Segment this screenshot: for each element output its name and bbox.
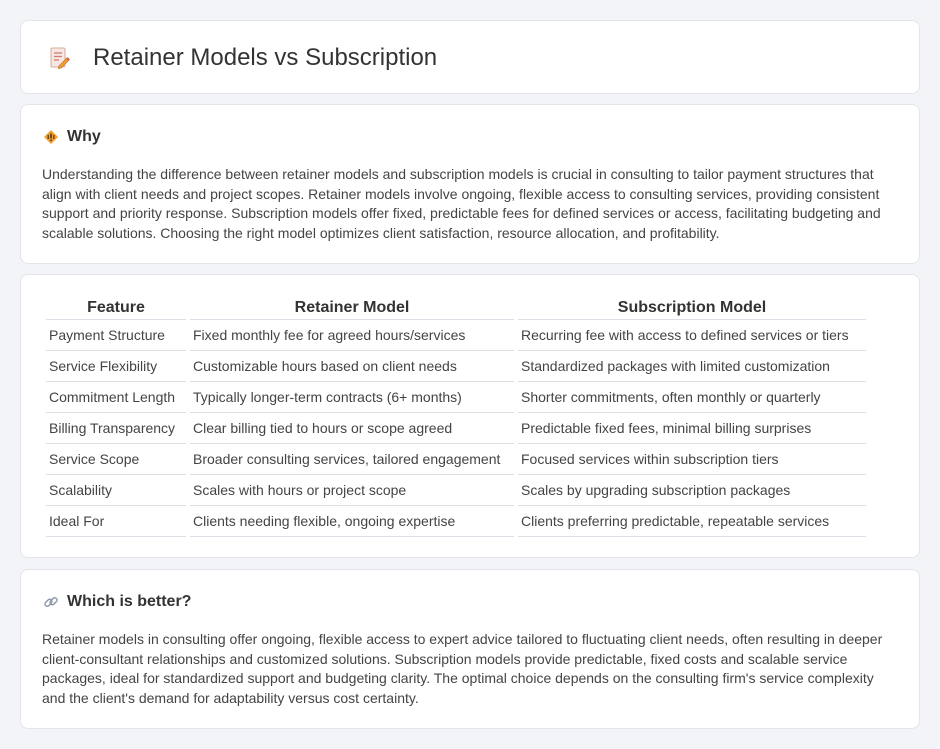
table-row [46, 382, 866, 413]
better-text: Retainer models in consulting offer ongoing, flexible access to expert advice tailored to fluctuating client needs, often resulting in deeper client-consultant relationships and customized solutions. Subscription models provide predictable, fixed costs and scalable service packages, ideal for standardized support and budgeting clarity. The optimal choice depends on the consulting firm's service complexity and the client's demand for adaptability versus cost certainty. [42, 631, 883, 706]
document-edit-icon [47, 46, 71, 70]
why-heading: Why [67, 128, 101, 145]
which-better-section [20, 569, 920, 729]
table-row [46, 413, 866, 444]
table-cell: Clients needing flexible, ongoing expertise [190, 506, 514, 537]
table-cell: Scalability [46, 475, 186, 506]
comparison-section [20, 274, 920, 558]
column-header-feature: Feature [46, 295, 186, 320]
table-cell: Broader consulting services, tailored engagement [190, 444, 514, 475]
table-cell: Service Scope [46, 444, 186, 475]
why-text: Understanding the difference between retainer models and subscription models is crucial in consulting to tailor payment structures that align with client needs and project scopes. Retainer models involve ongoing, flexible access to consulting services, providing consistent support and priority response. Subscription models offer fixed, predictable fees for defined services or access, facilitating budgeting and scalable solutions. Choosing the right model optimizes client satisfaction, resource allocation, and profitability. [42, 166, 881, 241]
table-cell: Focused services within subscription tiers [518, 444, 866, 475]
link-icon [43, 594, 59, 610]
table-row [46, 475, 866, 506]
table-cell: Standardized packages with limited customization [518, 351, 866, 382]
better-heading-row [43, 592, 191, 612]
header-card [20, 20, 920, 94]
table-cell: Ideal For [46, 506, 186, 537]
why-heading-row [43, 127, 101, 147]
table-row [46, 351, 866, 382]
table-cell: Billing Transparency [46, 413, 186, 444]
comparison-table [42, 295, 870, 537]
table-cell: Typically longer-term contracts (6+ months) [190, 382, 514, 413]
page-title: Retainer Models vs Subscription [93, 44, 438, 71]
column-header-subscription: Subscription Model [518, 295, 866, 320]
better-heading: Which is better? [67, 593, 192, 610]
table-cell: Commitment Length [46, 382, 186, 413]
table-cell: Scales by upgrading subscription packages [518, 475, 866, 506]
column-header-retainer: Retainer Model [190, 295, 514, 320]
why-section [20, 104, 920, 264]
table-cell: Payment Structure [46, 320, 186, 351]
warning-diamond-icon [43, 129, 59, 145]
table-cell: Recurring fee with access to defined services or tiers [518, 320, 866, 351]
table-row [46, 444, 866, 475]
table-cell: Shorter commitments, often monthly or quarterly [518, 382, 866, 413]
table-row [46, 506, 866, 537]
table-cell: Scales with hours or project scope [190, 475, 514, 506]
table-cell: Predictable fixed fees, minimal billing surprises [518, 413, 866, 444]
table-cell: Customizable hours based on client needs [190, 351, 514, 382]
table-cell: Service Flexibility [46, 351, 186, 382]
table-cell: Clients preferring predictable, repeatable services [518, 506, 866, 537]
table-cell: Clear billing tied to hours or scope agreed [190, 413, 514, 444]
table-header-row [46, 295, 866, 320]
table-row [46, 320, 866, 351]
table-cell: Fixed monthly fee for agreed hours/services [190, 320, 514, 351]
